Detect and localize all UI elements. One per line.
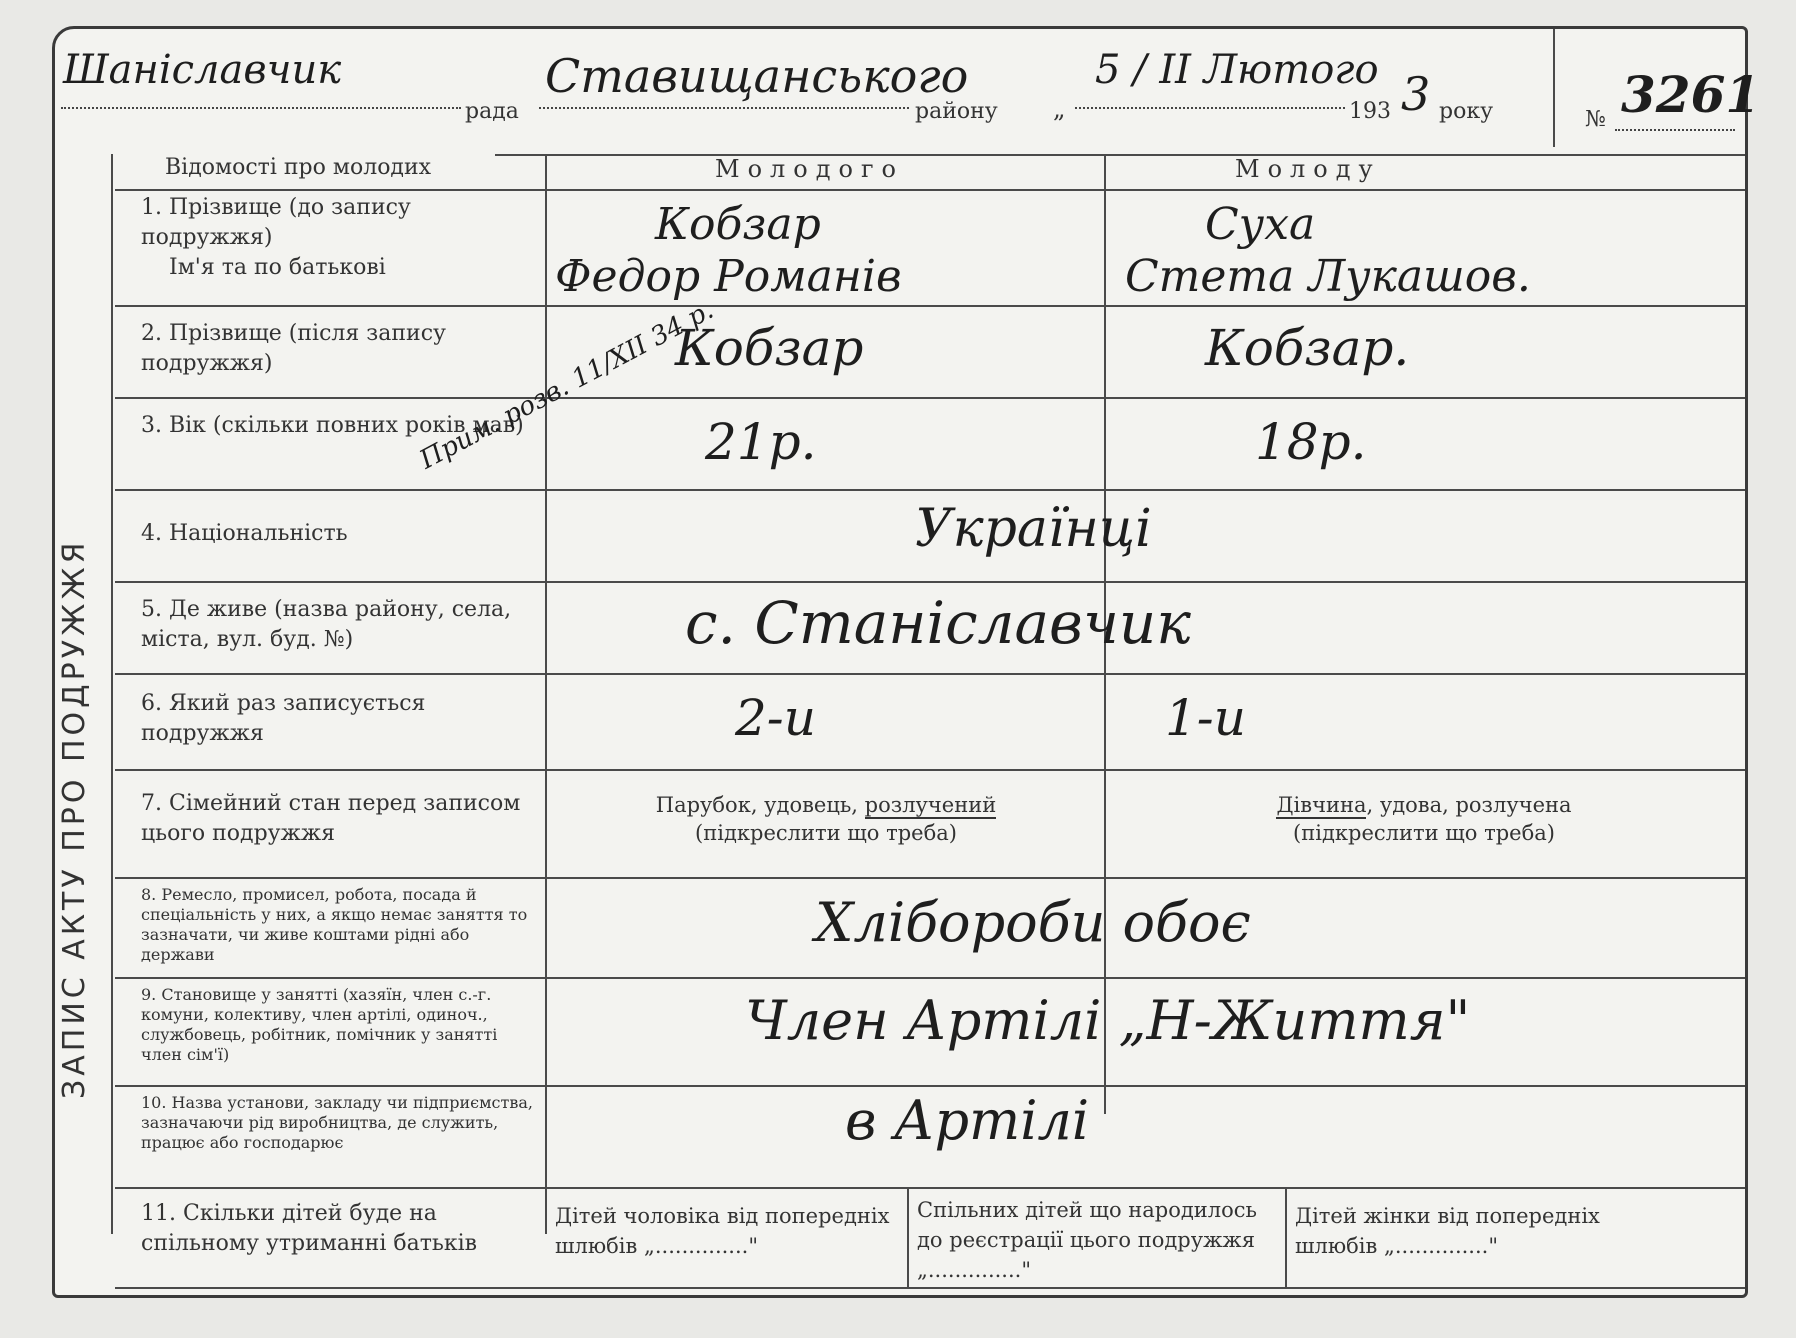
side-title: ЗАПИС АКТУ ПРО ПОДРУЖЖЯ xyxy=(57,538,92,1099)
bride-surname-before: Сухa xyxy=(1205,199,1316,250)
year-label: року xyxy=(1439,99,1494,124)
row11-divider xyxy=(1285,1187,1287,1287)
margin-note: Прим. розв. 11/XII 34 р. xyxy=(415,295,719,476)
number-handwritten: 3261 xyxy=(1621,65,1761,124)
marriage-record-card xyxy=(52,26,1761,1298)
row-label-1 xyxy=(141,193,531,283)
children-common: Спільних дітей що народилось до реєстрації цього подружжя „.............." xyxy=(917,1198,1257,1282)
bride-marital-options-text: , удова, розлучена xyxy=(1366,793,1572,817)
row-separator xyxy=(115,977,1745,979)
groom-marital-options xyxy=(551,791,1101,847)
date-quote: „ xyxy=(1053,95,1066,123)
children-wife: Дітей жінки від попередніх шлюбів „.............." xyxy=(1295,1204,1600,1258)
nationality: Українці xyxy=(915,499,1152,559)
council-dotted-line xyxy=(61,107,461,109)
row-separator xyxy=(115,189,1745,191)
row-label-1-sub: Ім'я та по батькові xyxy=(169,255,386,280)
groom-surname-before: Кобзар xyxy=(655,199,821,250)
occupation: Хлібороби обоє xyxy=(815,891,1251,954)
row-label-11: 11. Скільки дітей буде на спільному утриманні батьків xyxy=(141,1201,478,1256)
row-label-8: 8. Ремесло, промисел, робота, посада й спеціальність у них, а якщо немає заняття то зазначати, чи живе коштами рідні або держави xyxy=(141,885,528,964)
residence: с. Станіславчик xyxy=(685,589,1191,657)
number-divider xyxy=(1553,29,1555,147)
date-dotted-line xyxy=(1075,107,1345,109)
row-separator xyxy=(115,305,1745,307)
row-separator xyxy=(115,489,1745,491)
bride-marital-note: (підкреслити що треба) xyxy=(1293,821,1555,845)
row-separator xyxy=(115,769,1745,771)
row-separator xyxy=(115,673,1745,675)
side-divider xyxy=(111,154,113,1234)
groom-surname-after: Кобзар xyxy=(675,319,864,377)
number-dotted-line xyxy=(1615,129,1735,131)
groom-marital-selected: розлучений xyxy=(864,793,997,817)
council-label: рада xyxy=(465,99,519,124)
bride-marital-options xyxy=(1109,791,1739,847)
number-label: № xyxy=(1585,107,1606,132)
row-separator xyxy=(115,581,1745,583)
bride-surname-after: Кобзар. xyxy=(1205,319,1410,377)
bride-marriage-count: 1-и xyxy=(1165,689,1246,747)
row-label-4: 4. Національність xyxy=(141,521,348,546)
row-label-2: 2. Прізвище (після запису подружжя) xyxy=(141,321,446,376)
groom-marriage-count: 2-и xyxy=(735,689,816,747)
row-separator xyxy=(115,1187,1745,1189)
row-separator xyxy=(115,397,1745,399)
district-handwritten: Ставищанського xyxy=(545,49,969,103)
groom-marital-note: (підкреслити що треба) xyxy=(695,821,957,845)
table-top-line xyxy=(495,154,1745,156)
district-dotted-line xyxy=(539,107,909,109)
row-label-3: 3. Вік (скільки повних років мав) xyxy=(141,413,524,438)
col-divider-info xyxy=(545,154,547,1234)
col-header-bride: Молоду xyxy=(1235,155,1381,183)
occupation-status: Член Артілі „Н-Життя" xyxy=(745,989,1471,1052)
row-label-1-text: 1. Прізвище (до запису подружжя) xyxy=(141,195,411,250)
year-handwritten: 3 xyxy=(1401,67,1431,121)
groom-name: Федор Романів xyxy=(555,251,902,302)
col-header-groom: Молодого xyxy=(715,155,904,183)
col-header-info: Відомості про молодих xyxy=(165,155,432,180)
date-handwritten: 5 / II Лютого xyxy=(1095,47,1379,93)
row-label-7: 7. Сімейний стан перед записом цього подружжя xyxy=(141,791,521,846)
bride-name: Стета Лукашов. xyxy=(1125,251,1531,302)
groom-age: 21р. xyxy=(705,413,817,471)
groom-marital-options-text: Парубок, удовець, xyxy=(655,793,865,817)
bride-marital-selected: Дівчина xyxy=(1276,793,1367,817)
district-label: району xyxy=(915,99,998,124)
row11-divider xyxy=(907,1187,909,1287)
table-bottom-line xyxy=(115,1287,1745,1289)
row-separator xyxy=(115,1085,1745,1087)
row-label-10: 10. Назва установи, закладу чи підприємства, зазначаючи рід виробництва, де служить, працює або господарює xyxy=(141,1093,533,1152)
row-label-5: 5. Де живе (назва району, села, міста, вул. буд. №) xyxy=(141,597,512,652)
bride-age: 18р. xyxy=(1255,413,1367,471)
children-husband: Дітей чоловіка від попередніх шлюбів „.............." xyxy=(555,1204,890,1258)
council-handwritten: Шаніславчик xyxy=(63,47,342,93)
row-label-9: 9. Становище у занятті (хазяїн, член с.-г. комуни, колективу, член артілі, одиноч., службовець, робітник, помічник у занятті член сім'ї) xyxy=(141,985,498,1064)
year-prefix: 193 xyxy=(1349,99,1391,124)
row-separator xyxy=(115,877,1745,879)
row-label-6: 6. Який раз записується подружжя xyxy=(141,691,426,746)
workplace: в Артілі xyxy=(845,1089,1090,1152)
